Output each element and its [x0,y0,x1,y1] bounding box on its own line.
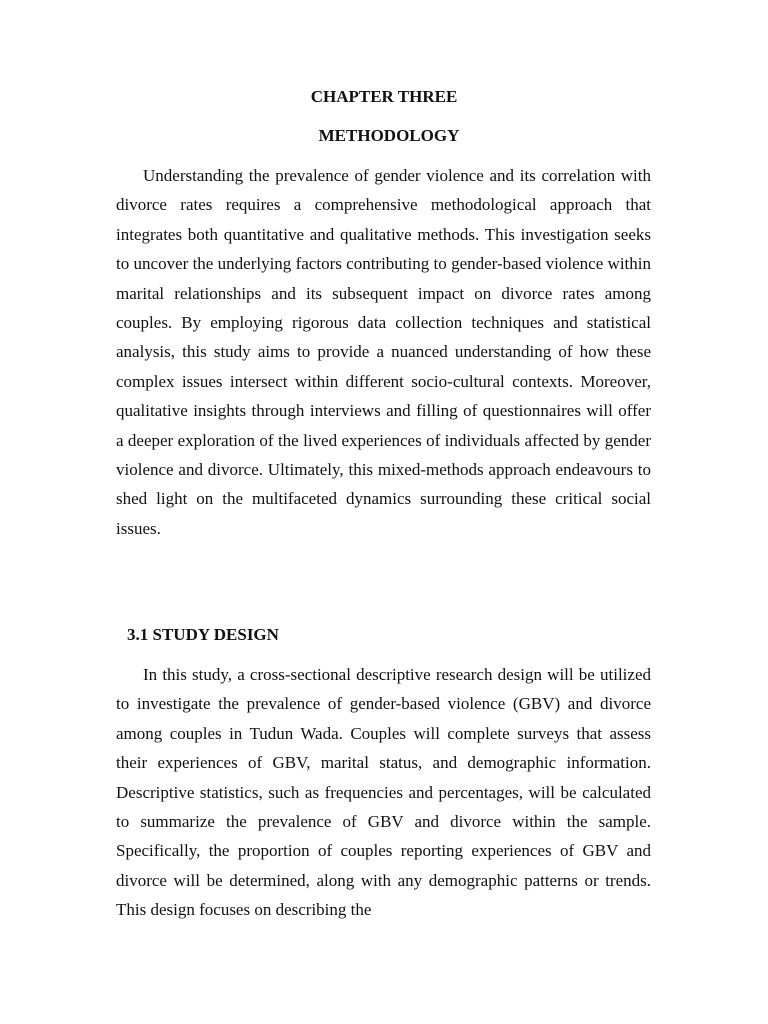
chapter-title: METHODOLOGY [318,126,460,145]
study-design-paragraph: In this study, a cross-sectional descriptive research design will be utilized to investigate the prevalence of gender-based violence (GBV) and divorce among couples in Tudun Wada. Couples will complete surveys that assess their experiences of GBV, marital status, and demographic information. Descriptive statistics, such as frequencies and percentages, will be calculated to summarize the prevalence of GBV and divorce within the sample. Specifically, the proportion of couples reporting experiences of GBV and divorce will be determined, along with any demographic patterns or trends. This design focuses on describing the [116,665,651,920]
section-heading-study-design: 3.1 STUDY DESIGN [127,625,279,644]
chapter-heading: CHAPTER THREE [310,87,458,106]
intro-paragraph: Understanding the prevalence of gender violence and its correlation with divorce rates requires a comprehensive methodological approach that integrates both quantitative and qualitative methods. This investigation seeks to uncover the underlying factors contributing to gender-based violence within marital relationships and its subsequent impact on divorce rates among couples. By employing rigorous data collection techniques and statistical analysis, this study aims to provide a nuanced understanding of how these complex issues intersect within different socio-cultural contexts. Moreover, qualitative insights through interviews and filling of questionnaires will offer a deeper exploration of the lived experiences of individuals affected by gender violence and divorce. Ultimately, this mixed-methods approach endeavours to shed light on the multifaceted dynamics surrounding these critical social issues. [116,166,651,538]
